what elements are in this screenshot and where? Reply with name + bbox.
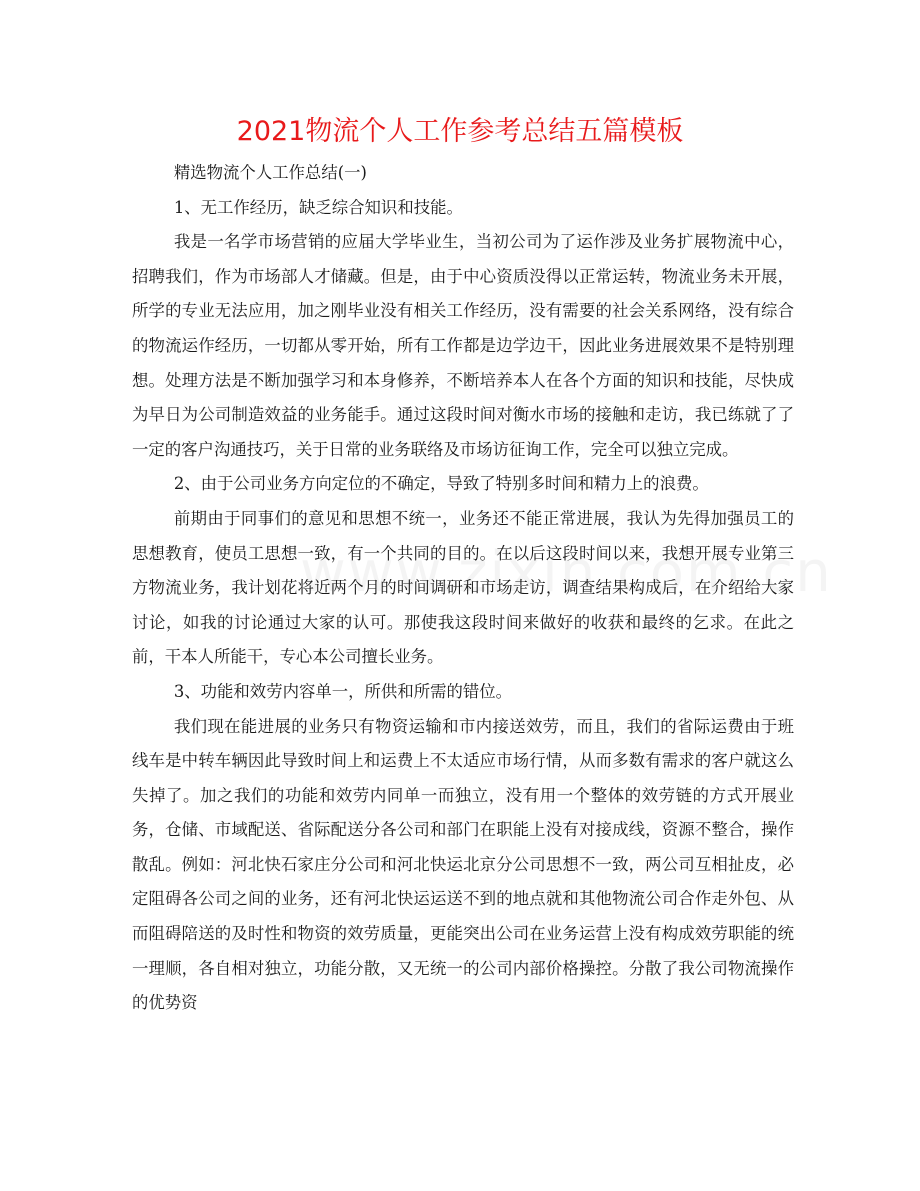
- paragraph-1: 我是一名学市场营销的应届大学毕业生，当初公司为了运作涉及业务扩展物流中心，招聘我们，作为市场部人才储藏。但是，由于中心资质没得以正常运转，物流业务未开展，所学的专业无法应用，加之刚毕业没有相关工作经历，没有需要的社会关系网络，没有综合的物流运作经历，一切都从零开始，所有工作都是边学边干，因此业务进展效果不是特别理想。处理方法是不断加强学习和本身修养，不断培养本人在各个方面的知识和技能，尽快成为早日为公司制造效益的业务能手。通过这段时间对衡水市场的接触和走访，我已练就了了一定的客户沟通技巧，关于日常的业务联络及市场访征询工作，完全可以独立完成。: [132, 232, 794, 459]
- point-heading-3: 3、功能和效劳内容单一，所供和所需的错位。: [173, 681, 513, 701]
- paragraph-2: 前期由于同事们的意见和思想不统一，业务还不能正常进展，我认为先得加强员工的思想教育，使员工思想一致，有一个共同的目的。在以后这段时间以来，我想开展专业第三方物流业务，我计划花将近两个月的时间调研和市场走访，调查结果构成后，在介绍给大家讨论，如我的讨论通过大家的认可。那使我这段时间来做好的收获和最终的乞求。在此之前，干本人所能干，专心本公司擅长业务。: [132, 508, 794, 667]
- paragraph-3: 我们现在能进展的业务只有物资运输和市内接送效劳，而且，我们的省际运费由于班线车是中转车辆因此导致时间上和运费上不太适应市场行情，从而多数有需求的客户就这么失掉了。加之我们的功能和效劳内同单一而独立，没有用一个整体的效劳链的方式开展业务，仓储、市域配送、省际配送分各公司和部门在职能上没有对接成线，资源不整合，操作散乱。例如：河北快石家庄分公司和河北快运北京分公司思想不一致，两公司互相扯皮，必定阻碍各公司之间的业务，还有河北快运运送不到的地点就和其他物流公司合作走外包、从而阻碍陪送的及时性和物资的效劳质量，更能突出公司在业务运营上没有构成效劳职能的统一理顺，各自相对独立，功能分散，又无统一的公司内部价格操控。分散了我公司物流操作的优势资: [132, 716, 794, 1013]
- section-heading-1: 精选物流个人工作总结(一): [173, 163, 367, 182]
- point-heading-1: 1、无工作经历，缺乏综合知识和技能。: [173, 197, 463, 217]
- document-title: 2021物流个人工作参考总结五篇模板: [236, 116, 684, 147]
- document-body: [132, 156, 794, 1021]
- point-heading-2: 2、由于公司业务方向定位的不确定，导致了特别多时间和精力上的浪费。: [173, 474, 709, 494]
